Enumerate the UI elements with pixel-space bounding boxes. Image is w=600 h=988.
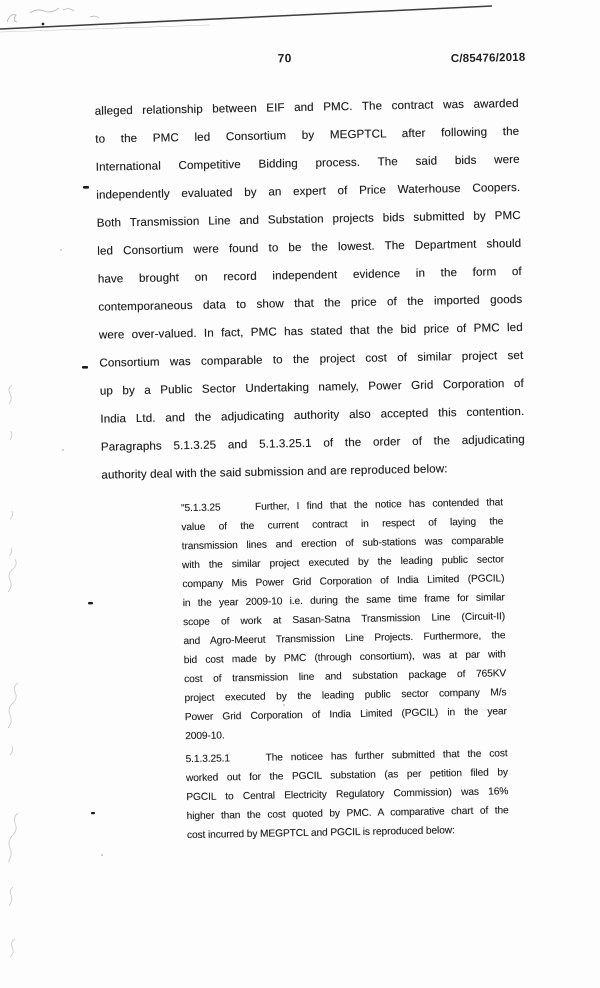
quoted-paragraph-5-1-3-25 bbox=[181, 493, 507, 746]
text-line: PGCIL to Central Electricity Regulatory Commission) was 16% bbox=[186, 786, 509, 804]
text-line: authority deal with the said submission and are reproduced below: bbox=[101, 462, 448, 482]
text-line: Paragraphs 5.1.3.25 and 5.1.3.25.1 of the order of the adjudicating bbox=[100, 432, 525, 454]
paragraph-ref: "5.1.3.25 bbox=[180, 502, 221, 515]
quote-first-line-text: The noticee has further submitted that the cost bbox=[265, 748, 508, 764]
text-line: value of the current contract in respect of laying the bbox=[181, 516, 504, 534]
text-line: alleged relationship between EIF and PMC. The contract was awarded bbox=[94, 96, 519, 118]
text-line: worked out for the PGCIL substation (as per petition filed by bbox=[185, 767, 508, 785]
text-line: cost of transmission line and substation package of 765KV bbox=[184, 668, 507, 686]
text-line: with the similar project executed by the leading public sector bbox=[181, 554, 505, 572]
text-line: India Ltd. and the adjudicating authority also accepted this contention. bbox=[100, 404, 525, 426]
text-line: Both Transmission Line and Substation projects bids submitted by PMC bbox=[96, 208, 521, 230]
text-line: 2009-10. bbox=[185, 730, 225, 743]
text-line: higher than the cost quoted by PMC. A comparative chart of the bbox=[186, 805, 509, 823]
text-line: and Agro-Meerut Transmission Line Projects. Furthermore, the bbox=[183, 630, 506, 648]
text-line: scope of work at Sasan-Satna Transmission Line (Circuit-II) bbox=[182, 611, 506, 629]
text-line: International Competitive Bidding process. The said bids were bbox=[95, 152, 520, 174]
text-line: bid cost made by PMC (through consortium), was at par with bbox=[183, 649, 506, 667]
quote-body-lines bbox=[181, 512, 507, 746]
text-line: independently evaluated by an expert of Price Waterhouse Coopers. bbox=[96, 180, 521, 202]
text-line: up by a Public Sector Undertaking namely, Power Grid Corporation of bbox=[99, 376, 524, 398]
text-line: Consortium was comparable to the project cost of similar project set bbox=[99, 348, 524, 370]
main-paragraph bbox=[94, 90, 525, 490]
text-line: project executed by the leading public sector company M/s bbox=[184, 687, 507, 705]
page-number: 70 bbox=[277, 51, 292, 66]
quote-first-line-text: Further, I find that the notice has contended that bbox=[254, 497, 504, 513]
text-line: were over-valued. In fact, PMC has stated that the bid price of PMC led bbox=[98, 320, 523, 342]
text-line: transmission lines and erection of sub-stations was comparable bbox=[181, 535, 504, 553]
text-line: contemporaneous data to show that the price of the imported goods bbox=[98, 292, 523, 314]
text-line: Power Grid Corporation of India Limited (PGCIL) in the year bbox=[184, 706, 507, 724]
case-number: C/85476/2018 bbox=[450, 51, 526, 66]
text-line: cost incurred by MEGPTCL and PGCIL is reproduced below: bbox=[186, 825, 455, 842]
quoted-paragraph-5-1-3-25-1 bbox=[185, 744, 509, 845]
text-line: in the year 2009-10 i.e. during the same time frame for similar bbox=[182, 592, 505, 610]
text-line: have brought on record independent evidence in the form of bbox=[97, 264, 522, 286]
text-line: led Consortium were found to be the lowest. The Department should bbox=[97, 236, 522, 258]
quote-body-lines bbox=[186, 763, 509, 845]
text-line: company Mis Power Grid Corporation of India Limited (PGCIL) bbox=[182, 573, 505, 591]
text-line: to the PMC led Consortium by MEGPTCL after following the bbox=[95, 124, 520, 146]
paragraph-ref: 5.1.3.25.1 bbox=[185, 753, 230, 766]
